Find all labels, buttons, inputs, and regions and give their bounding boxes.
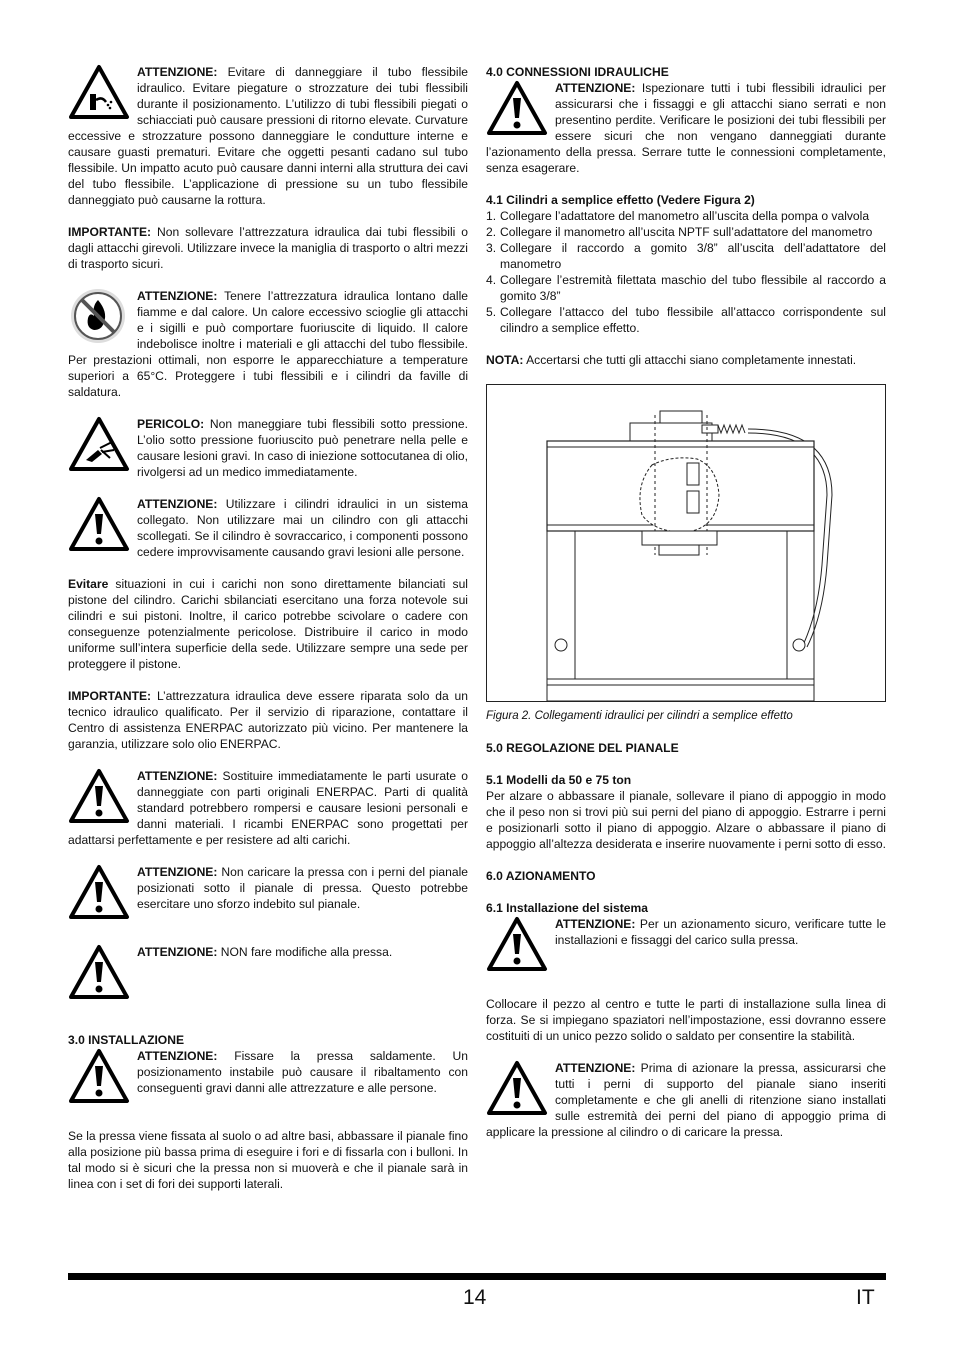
exclamation-warning-icon	[68, 944, 130, 1000]
connections-warning	[486, 80, 886, 176]
section-5-title: 5.0 REGOLAZIONE DEL PIANALE	[486, 741, 679, 755]
cylinder-top	[630, 423, 712, 441]
step-text: Collegare il raccordo a gomito 3/8” all’uscita dell’adattatore del manometro	[500, 241, 886, 271]
danger-text: Non maneggiare tubi flessibili sotto pressione. L’olio sotto pressione fuoriuscito può penetrare nella pelle e causare lesioni gravi. In caso di iniezione sottocutanea di olio, rivolgersi ad un medico immediatamente.	[137, 417, 468, 479]
important-text: Non sollevare l’attrezzatura idraulica dai tubi flessibili o dagli attacchi girevoli. Utilizzare invece la maniglia di trasporto o altri mezzi di trasporto sicuri.	[68, 225, 468, 271]
pins-warning	[68, 864, 468, 928]
list-item	[486, 272, 886, 304]
warning-label: ATTENZIONE:	[137, 497, 218, 511]
exclamation-warning-icon	[68, 864, 130, 920]
figure-2-diagram	[486, 384, 886, 702]
list-item	[486, 208, 886, 224]
section-5-1-text: Per alzare o abbassare il pianale, sollevare il piano di appoggio in modo che il peso non si trovi più sui perni del piano di appoggio. Estrarre i perni e posizionarli sotto il piano di appoggio. Alzare o abbassare il piano di appoggio all’altezza desiderata e inserire nuovamente i perni sotto di esso.	[486, 789, 887, 851]
support-pins-warning	[486, 1060, 886, 1140]
list-item	[486, 224, 886, 240]
section-4-title: 4.0 CONNESSIONI IDRAULICHE	[486, 65, 669, 79]
list-item	[486, 304, 886, 336]
connection-steps	[486, 208, 886, 336]
warning-label: ATTENZIONE:	[137, 289, 218, 303]
step-number: 5.	[486, 305, 497, 319]
section-3-title: 3.0 INSTALLAZIONE	[68, 1033, 185, 1047]
press-bed	[547, 679, 814, 701]
no-fire-icon	[68, 288, 130, 344]
warning-label: ATTENZIONE:	[555, 1061, 636, 1075]
warning-label: ATTENZIONE:	[137, 769, 218, 783]
hose-damage-warning-icon	[68, 64, 130, 120]
important-note	[68, 224, 468, 272]
exclamation-warning-icon	[486, 1060, 548, 1116]
avoid-label: Evitare	[68, 577, 109, 591]
avoid-text: situazioni in cui i carichi non sono direttamente bilanciati sul pistone del cilindro. Carichi sbilanciati esercitano una forza notevole sui cilindri e sui pistoni. Inoltre, il carico potrebbe scivolare o cadere con conseguenze potenzialmente pericolose. Distribuire il carico in modo uniforme sull’intera superficie della sede. Utilizzare sempre una sede per proteggere il pistone.	[68, 577, 468, 671]
page-number: 14	[463, 1286, 487, 1309]
warning-text: Per un azionamento sicuro, verificare tutte le installazioni e fissaggi del carico sulla pressa.	[555, 917, 886, 947]
warning-label: ATTENZIONE:	[555, 81, 636, 95]
left-column	[68, 64, 468, 1208]
warning-text: Utilizzare i cilindri idraulici in un sistema collegato. Non utilizzare mai un cilindro con gli attacchi scollegati. Se il cilindro è sovraccarico, i componenti possono cedere improvvisamente causando gravi lesioni alle persone.	[137, 497, 468, 559]
cylinder-port	[687, 491, 699, 513]
exclamation-warning-icon	[68, 768, 130, 824]
warning-label: ATTENZIONE:	[137, 865, 218, 879]
step-number: 2.	[486, 225, 497, 239]
avoid-note	[68, 576, 468, 672]
warning-label: ATTENZIONE:	[137, 65, 218, 79]
cylinder-warning	[68, 496, 468, 560]
note	[486, 352, 886, 368]
warning-text: Prima di azionare la pressa, assicurarsi che tutti i perni di supporto del pianale siano inseriti completamente e che gli anelli di ritenzione siano installati sulle estremità dei perni del piano di appoggio prima di applicare la pressione al cilindro o di caricare la pressa.	[486, 1061, 886, 1139]
warning-label: ATTENZIONE:	[137, 945, 218, 959]
step-number: 3.	[486, 241, 497, 255]
exclamation-warning-icon	[68, 496, 130, 552]
section-6-title: 6.0 AZIONAMENTO	[486, 869, 596, 883]
important-text: L’attrezzatura idraulica deve essere riparata solo da un tecnico idraulico qualificato. Per il servizio di riparazione, contattare il Centro di assistenza ENERPAC autorizzato più vicino. Per mantenere la garanzia, utilizzare solo olio ENERPAC.	[68, 689, 468, 751]
parts-warning	[68, 768, 468, 848]
important-label: IMPORTANTE:	[68, 225, 152, 239]
warning-text: Fissare la pressa saldamente. Un posizionamento instabile può causare il ribaltamento con conseguenti gravi danni alle attrezzature e alle persone.	[137, 1049, 468, 1095]
plunger-saddle	[659, 545, 699, 555]
list-item	[486, 240, 886, 272]
pin-hole	[555, 639, 567, 651]
hose-warning	[68, 64, 468, 208]
cylinder-port	[687, 463, 699, 485]
pin-hole	[793, 639, 805, 651]
warning-text: Tenere l’attrezzatura idraulica lontano dalle fiamme e dal calore. Un calore eccessivo scioglie gli attacchi e i sigilli e può comportare fuoriuscite di liquido. Il calore indebolisce inoltre i materiali e gli attacchi del tubo flessibile. Per prestazioni ottimali, non esporre le apparecchiature a temperature superiori a 65°C. Proteggere i tubi flessibili e i cilindri da faville di saldatura.	[68, 289, 468, 399]
note-label: NOTA:	[486, 353, 524, 367]
step-text: Collegare il manometro all’uscita NPTF sull’adattatore del manometro	[500, 225, 873, 239]
danger-pressure	[68, 416, 468, 480]
hose-spring	[718, 425, 745, 433]
warning-text: Sostituire immediatamente le parti usurate o danneggiate con parti originali ENERPAC. Parti di qualità standard potrebbero rompersi e causare lesioni personali e danni materiali. I ricambi ENERPAC sono progettati per adattarsi perfettamente e per resistere ad alti carichi.	[68, 769, 468, 847]
warning-text: Evitare di danneggiare il tubo flessibile idraulico. Evitare piegature o strozzature dei tubi flessibili durante il posizionamento. L’utilizzo di tubi flessibili piegati o schiacciati può causare pressioni di ritorno elevate. Curvature eccessive e strozzature possono danneggiare le condutture interne e causare guasti prematuri. Evitare che oggetti pesanti cadano sul tubo flessibile. Un impatto acuto può causare danni interni alla struttura dei cavi del tubo flessibile. L’applicazione di pressione su un tubo flessibile danneggiato può causarne la rottura.	[68, 65, 468, 207]
elbow-fitting	[702, 425, 718, 433]
step-number: 1.	[486, 209, 497, 223]
warning-text: Non caricare la pressa con i perni del pianale posizionati sotto il pianale di pressa. Questo potrebbe esercitare uno sforzo indebito sul pianale.	[137, 865, 468, 911]
figure-caption: Figura 2. Collegamenti idraulici per cilindri a semplice effetto	[486, 710, 793, 722]
press-diagram-svg	[487, 385, 885, 701]
section-4-1-title: 4.1 Cilindri a semplice effetto (Vedere Figura 2)	[486, 193, 755, 207]
injection-hazard-icon	[68, 416, 130, 472]
step-number: 4.	[486, 273, 497, 287]
warning-text: NON fare modifiche alla pressa.	[220, 945, 393, 959]
center-paragraph: Collocare il pezzo al centro e tutte le parti di installazione sulla linea di forza. Se si impiegano spaziatori nell’impostazione, essi dovranno essere costituiti di un unico pezzo solido o saldato per consentire la stabilità.	[486, 997, 886, 1043]
warning-label: ATTENZIONE:	[555, 917, 636, 931]
install-paragraph: Se la pressa viene fissata al suolo o ad altre basi, abbassare il pianale fino alla posizione più bassa prima di eseguire i fori e di fissarla con i bulloni. In tal modo si è sicuri che la pressa non si muoverà e che il pianale sarà in linea con i set di fori dei supporti laterali.	[68, 1129, 468, 1191]
important-note	[68, 688, 468, 752]
warning-text: Ispezionare tutti i tubi flessibili idraulici per assicurarsi che i fissaggi e gli attacchi siano serrati e non presentino perdite. Verificare le posizioni dei tubi flessibili per essere sicuri che non vengano danneggiati durante l’azionamento della pressa. Serrare tutte le connessioni completamente, senza esagerare.	[486, 81, 886, 175]
modification-warning	[68, 944, 468, 1016]
install-warning	[68, 1048, 468, 1112]
section-6-1-title: 6.1 Installazione del sistema	[486, 901, 648, 915]
step-text: Collegare l’adattatore del manometro all’uscita della pompa o valvola	[500, 209, 870, 223]
language-code: IT	[856, 1286, 875, 1309]
fire-warning	[68, 288, 468, 400]
right-column	[486, 64, 886, 1156]
cylinder-plunger	[642, 531, 717, 545]
step-text: Collegare l’estremità filettata maschio del tubo flessibile al raccordo a gomito 3/8”	[500, 273, 886, 303]
step-text: Collegare l’attacco del tubo flessibile all’attacco corrispondente sul cilindro a semplice effetto.	[500, 305, 886, 335]
gauge-adapter	[660, 411, 702, 423]
note-text: Accertarsi che tutti gli attacchi siano completamente innestati.	[526, 353, 857, 367]
exclamation-warning-icon	[486, 80, 548, 136]
footer-rule	[68, 1273, 886, 1280]
operation-warning	[486, 916, 886, 980]
warning-label: ATTENZIONE:	[137, 1049, 218, 1063]
important-label: IMPORTANTE:	[68, 689, 152, 703]
exclamation-warning-icon	[486, 916, 548, 972]
exclamation-warning-icon	[68, 1048, 130, 1104]
danger-label: PERICOLO:	[137, 417, 205, 431]
section-5-1-title: 5.1 Modelli da 50 e 75 ton	[486, 773, 632, 787]
